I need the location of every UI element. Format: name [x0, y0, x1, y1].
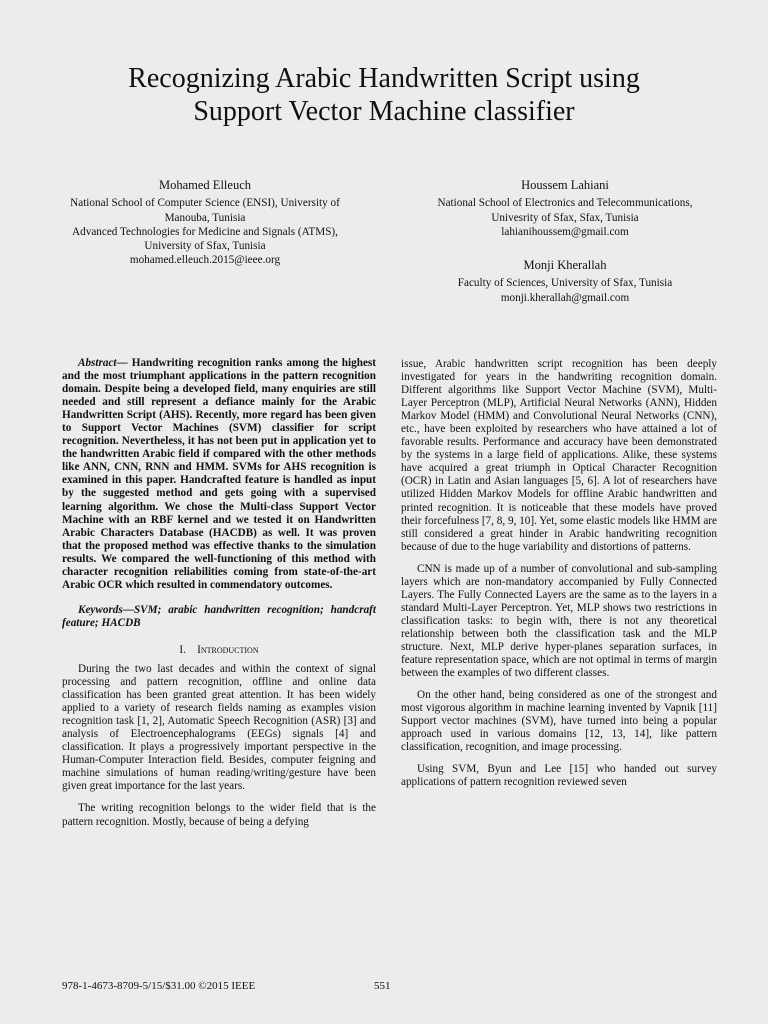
page-number: 551	[374, 980, 391, 992]
author-affiliation-line: Advanced Technologies for Medicine and Signals (ATMS),	[72, 225, 338, 238]
keywords: Keywords—SVM; arabic handwritten recognition; handcraft feature; HACDB	[62, 603, 376, 629]
author-email[interactable]: monji.kherallah@gmail.com	[500, 291, 630, 304]
body-paragraph: issue, Arabic handwritten script recognition has been deeply investigated for years in the handwriting recognition domain. Different algorithms like Support Vector Machine (SVM), Multi-Layer Perceptron (MLP), Artificial Neural Networks (ANN), Hidden Markov Model (HMM) and Convolutional Neural Networks (CNN), etc., have been exploited by researchers who have attained a lot of favorable results. Performance and accuracy have been demonstrated by the systems in a large field of applications. Alike, these systems have acquired a great triumph in Optical Character Recognition (OCR) in Latin and Asian languages [5, 6]. A lot of researchers have utilized Hidden Markov Models for offline Arabic handwritten and printed recognition. It is noticeable that these models have proved their forcefulness [7, 8, 9, 10]. Yet, some elastic models like HMM are still considered a great hinder in Arabic handwriting recognition because of due to the huge variability and distortions of patterns.	[401, 358, 717, 553]
title-line-1: Recognizing Arabic Handwritten Script using	[128, 63, 640, 94]
body-paragraph: On the other hand, being considered as one of the strongest and most vigorous algorithm in machine learning invented by Vapnik [11] Support vector machines (SVM), have turned into being a popular approach used in various domains [12, 13, 14], like pattern classification, recognition, and image processing.	[401, 689, 717, 754]
body-paragraph: Using SVM, Byun and Lee [15] who handed out survey applications of pattern recognition reviewed seven	[401, 763, 717, 789]
author-affiliation-line: Manouba, Tunisia	[164, 211, 246, 224]
author-affiliation-line: University of Sfax, Tunisia	[144, 240, 266, 253]
copyright-footer: 978-1-4673-8709-5/15/$31.00 ©2015 IEEE	[62, 980, 256, 992]
title-line-2: Support Vector Machine classifier	[193, 96, 575, 127]
author-affiliation-line: National School of Electronics and Telecommunications,	[437, 197, 693, 210]
section-number: I.	[179, 643, 186, 656]
section-heading	[62, 644, 376, 657]
author-affiliation-line: Faculty of Sciences, University of Sfax, Tunisia	[457, 277, 673, 290]
author-name: Houssem Lahiani	[521, 178, 609, 192]
right-column	[401, 358, 717, 789]
body-paragraph: During the two last decades and within the context of signal processing and pattern recognition, offline and online data classification has been granted great attention. It has been widely applied to a variety of research fields naming as examples vision recognition task [1, 2], Automatic Speech Recognition (ASR) [3] and analysis of Electroencephalograms (EEGs) signals [4] and classification. It plays a progressively important perspective in the Human-Computer Interaction field. Besides, computer feigning and machine simulations of human reading/writing/gesture have been given great importance for the last years.	[62, 662, 376, 793]
abstract-dash: —	[116, 357, 132, 369]
abstract	[62, 357, 376, 592]
author-email[interactable]: lahianihoussem@gmail.com	[501, 225, 629, 238]
body-paragraph: CNN is made up of a number of convolutional and sub-sampling layers which are non-mandatory accompanied by Fully Connected Layers. The Fully Connected Layers are the same as to the layers in a standard Multi-Layer Perceptron. Yet, MLP shows two restrictions in classification tasks: to begin with, there is not any theoretical relationship between both the classification task and the MLP structure. Next, MLP derive hyper-planes separation surfaces, in feature representation space, which are not optimal in terms of margin between the examples of two different classes.	[401, 562, 717, 680]
author-affiliation-line: Univesrity of Sfax, Sfax, Tunisia	[491, 211, 639, 224]
abstract-label: Abstract	[78, 357, 117, 369]
author-name: Mohamed Elleuch	[159, 178, 251, 192]
author-block-3	[400, 258, 730, 305]
author-block-2	[400, 178, 730, 239]
paper-title	[40, 62, 728, 128]
body-paragraph: The writing recognition belongs to the wider field that is the pattern recognition. Mostly, because of being a defying	[62, 802, 376, 828]
author-affiliation-line: National School of Computer Science (ENSI), University of	[70, 197, 340, 210]
author-block-1	[40, 178, 370, 268]
left-column	[62, 357, 376, 829]
author-email[interactable]: mohamed.elleuch.2015@ieee.org	[129, 254, 281, 267]
abstract-text: Handwriting recognition ranks among the highest and the most triumphant applications in the pattern recognition domain. Despite being a developed field, many enquiries are still needed and still represent a defiance mainly for the Arabic Handwritten Script (AHS). Recently, more regard has been given to Support Vector Machines (SVM) classifier for script recognition. Nevertheless, it has not been put in application yet to the handwritten Arabic field if compared with the other methods like ANN, CNN, RNN and HMM. SVMs for AHS recognition is examined in this paper. Handcrafted feature is handled as input by the suggested method and gets going with a supervised learning algorithm. We chose the Multi-class Support Vector Machine with an RBF kernel and we tested it on Handwritten Arabic Characters Database (HACDB) as well. It was proven that the proposed method was effective thanks to the simulation results. We compared the well-functioning of this method with character recognition reliabilities coming from state-of-the-art Arabic OCR which resulted in commendatory outcomes.	[62, 357, 377, 591]
author-name: Monji Kherallah	[523, 258, 607, 272]
section-title: Introduction	[197, 643, 259, 656]
